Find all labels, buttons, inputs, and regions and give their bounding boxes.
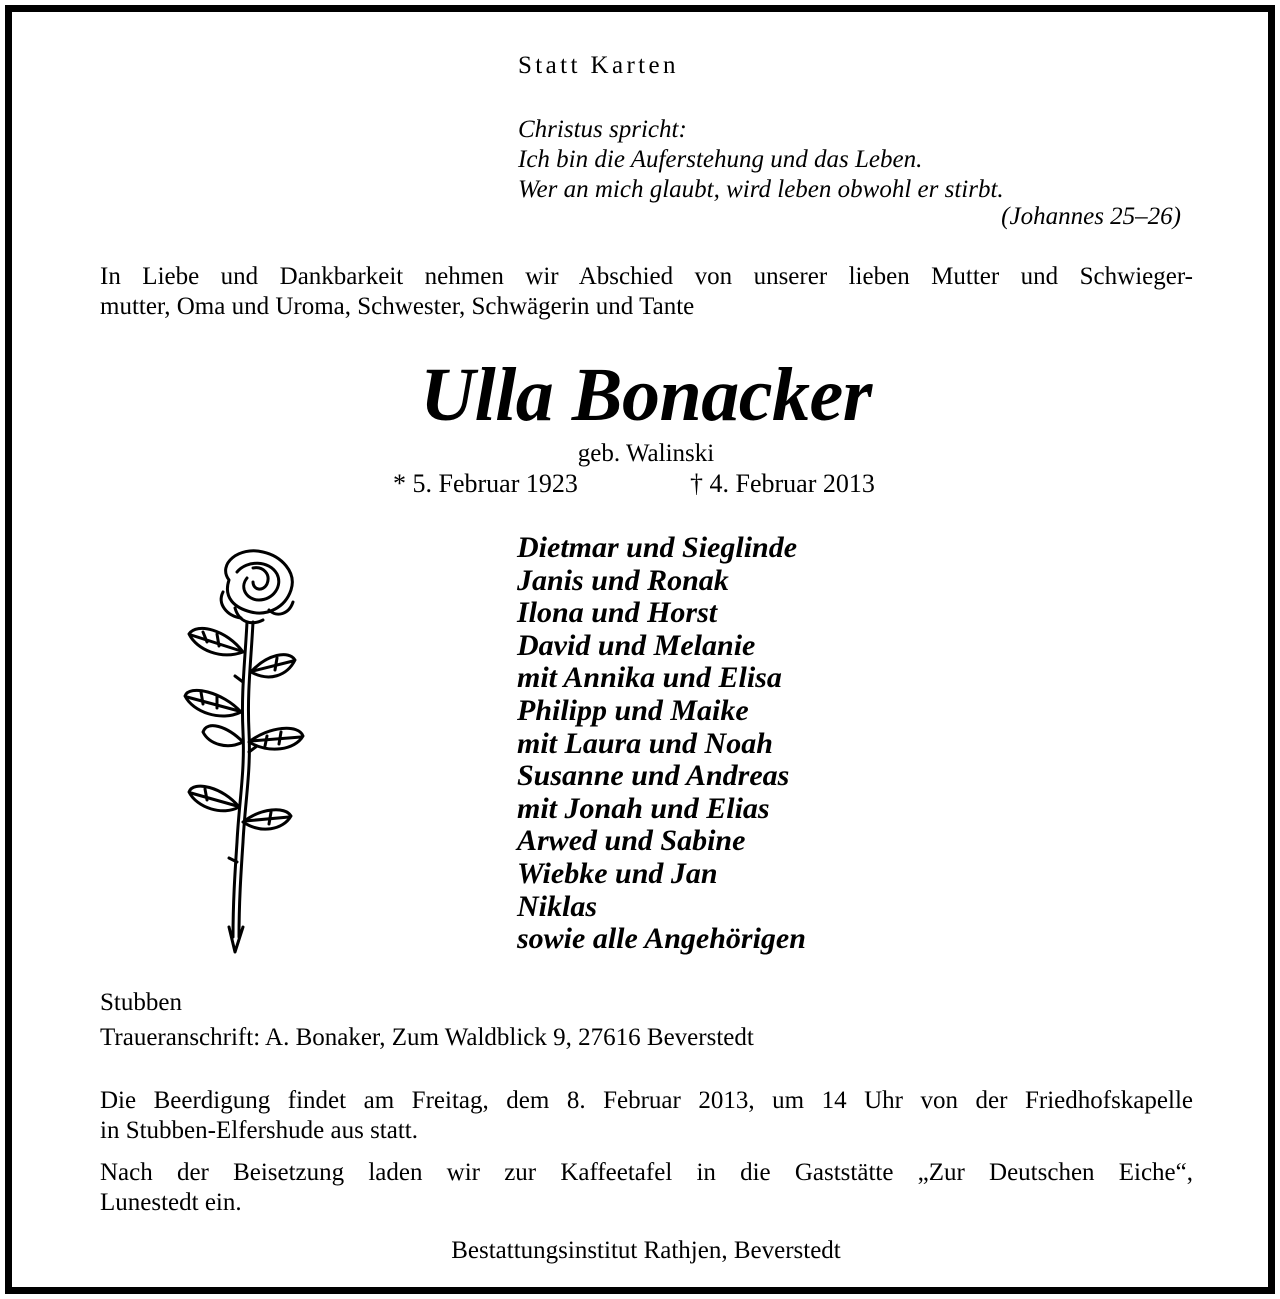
place-name: Stubben (100, 989, 182, 1016)
mourner-entry: sowie alle Angehörigen (517, 922, 806, 956)
birth-date: * 5. Februar 1923 (393, 469, 578, 498)
intro-line: mutter, Oma und Uroma, Schwester, Schwägerin und Tante (100, 293, 695, 320)
reception-line: Lunestedt ein. (100, 1189, 242, 1216)
mourner-entry: Wiebke und Jan (517, 856, 718, 890)
mourner-entry: mit Laura und Noah (517, 726, 773, 760)
statt-karten-heading: Statt Karten (518, 52, 679, 79)
mourner-entry: Arwed und Sabine (517, 824, 746, 858)
mourner-entry: mit Annika und Elisa (517, 661, 782, 695)
mourner-entry: mit Jonah und Elias (517, 791, 770, 825)
undertaker-name: Bestattungsinstitut Rathjen, Beverstedt (451, 1237, 841, 1264)
funeral-info (100, 1086, 1193, 1146)
verse-line: Wer an mich glaubt, wird leben obwohl er stirbt. (518, 176, 1004, 203)
reception-info (100, 1158, 1193, 1218)
obituary-notice (5, 5, 1275, 1294)
mourner-entry: Ilona und Horst (517, 596, 718, 630)
mourners-list (517, 532, 806, 956)
mourner-entry: Susanne und Andreas (517, 759, 790, 793)
mourner-entry: David und Melanie (517, 628, 756, 662)
mourner-entry: Philipp und Maike (517, 693, 749, 727)
bible-verse (518, 115, 1004, 205)
mourner-entry: Janis und Ronak (517, 563, 729, 597)
mourner-entry: Niklas (517, 889, 598, 923)
deceased-name: Ulla Bonacker (420, 353, 872, 437)
reception-line: Nach der Beisetzung laden wir zur Kaffeetafel in die Gaststätte „Zur Deutschen Eiche“, (100, 1159, 1193, 1186)
funeral-line: in Stubben-Elfershude aus statt. (100, 1117, 418, 1144)
death-date: † 4. Februar 2013 (690, 469, 875, 498)
rose-icon (177, 542, 307, 957)
intro-text (100, 262, 1193, 322)
funeral-line: Die Beerdigung findet am Freitag, dem 8. Februar 2013, um 14 Uhr von der Friedhofskapelle (100, 1087, 1193, 1114)
verse-reference: (Johannes 25–26) (1001, 203, 1181, 230)
maiden-name: geb. Walinski (577, 440, 715, 467)
verse-line: Ich bin die Auferstehung und das Leben. (518, 146, 923, 173)
mourning-address: Traueranschrift: A. Bonaker, Zum Waldblick 9, 27616 Beverstedt (100, 1024, 754, 1051)
verse-line: Christus spricht: (518, 116, 687, 143)
mourner-entry: Dietmar und Sieglinde (517, 531, 798, 564)
intro-line: In Liebe und Dankbarkeit nehmen wir Abschied von unserer lieben Mutter und Schwieger- (100, 263, 1193, 290)
